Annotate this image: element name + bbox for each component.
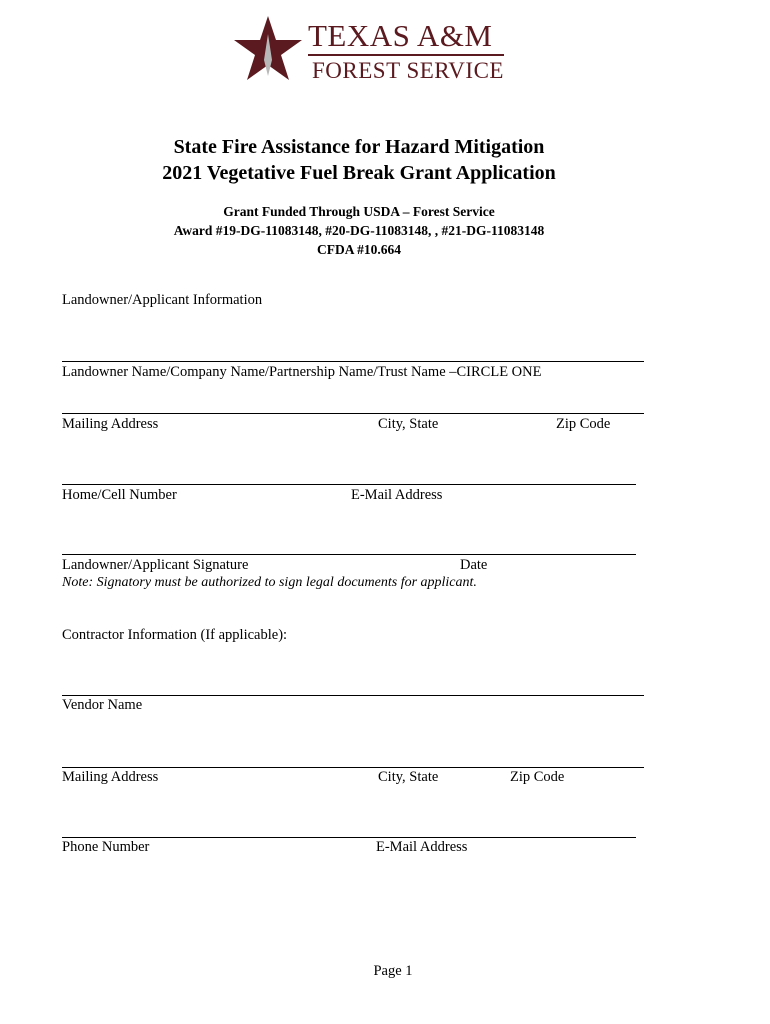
landowner-name-line[interactable]: [62, 361, 644, 362]
contractor-email-label: E-Mail Address: [376, 839, 468, 855]
landowner-signature-label: Landowner/Applicant Signature: [62, 557, 249, 573]
landowner-mailing-label: Mailing Address: [62, 416, 159, 432]
logo-divider: [308, 54, 504, 56]
landowner-city-label: City, State: [378, 416, 439, 432]
landowner-section-heading: Landowner/Applicant Information: [62, 292, 263, 308]
logo-line1: TEXAS A&M: [308, 18, 493, 53]
page-title-line2: 2021 Vegetative Fuel Break Grant Application: [162, 162, 556, 184]
landowner-mailing-line[interactable]: [62, 413, 644, 414]
contractor-zip-label: Zip Code: [510, 769, 565, 785]
contractor-mailing-label: Mailing Address: [62, 769, 159, 785]
cfda-text: CFDA #10.664: [317, 242, 401, 257]
landowner-phone-line[interactable]: [62, 484, 636, 485]
landowner-signature-line[interactable]: [62, 554, 636, 555]
landowner-phone-label: Home/Cell Number: [62, 487, 177, 503]
landowner-date-label: Date: [460, 557, 488, 573]
vendor-name-line[interactable]: [62, 695, 644, 696]
vendor-name-label: Vendor Name: [62, 697, 143, 713]
contractor-city-label: City, State: [378, 769, 439, 785]
landowner-email-label: E-Mail Address: [351, 487, 443, 503]
contractor-mailing-line[interactable]: [62, 767, 644, 768]
contractor-phone-line[interactable]: [62, 837, 636, 838]
logo-line2: FOREST SERVICE: [312, 58, 504, 83]
contractor-section-heading: Contractor Information (If applicable):: [62, 627, 288, 643]
landowner-name-label: Landowner Name/Company Name/Partnership Name/Trust Name –CIRCLE ONE: [62, 364, 542, 380]
star-logo-icon: [232, 14, 304, 84]
page-title-line1: State Fire Assistance for Hazard Mitigation: [173, 136, 545, 158]
contractor-phone-label: Phone Number: [62, 839, 150, 855]
landowner-zip-label: Zip Code: [556, 416, 611, 432]
grant-funded-text: Grant Funded Through USDA – Forest Service: [223, 204, 495, 219]
texas-am-forest-service-logo: [232, 14, 522, 84]
page-number: Page 1: [373, 963, 413, 979]
signatory-note: Note: Signatory must be authorized to sign legal documents for applicant.: [62, 575, 477, 590]
award-numbers-text: Award #19-DG-11083148, #20-DG-11083148, , #21-DG-11083148: [173, 223, 545, 238]
